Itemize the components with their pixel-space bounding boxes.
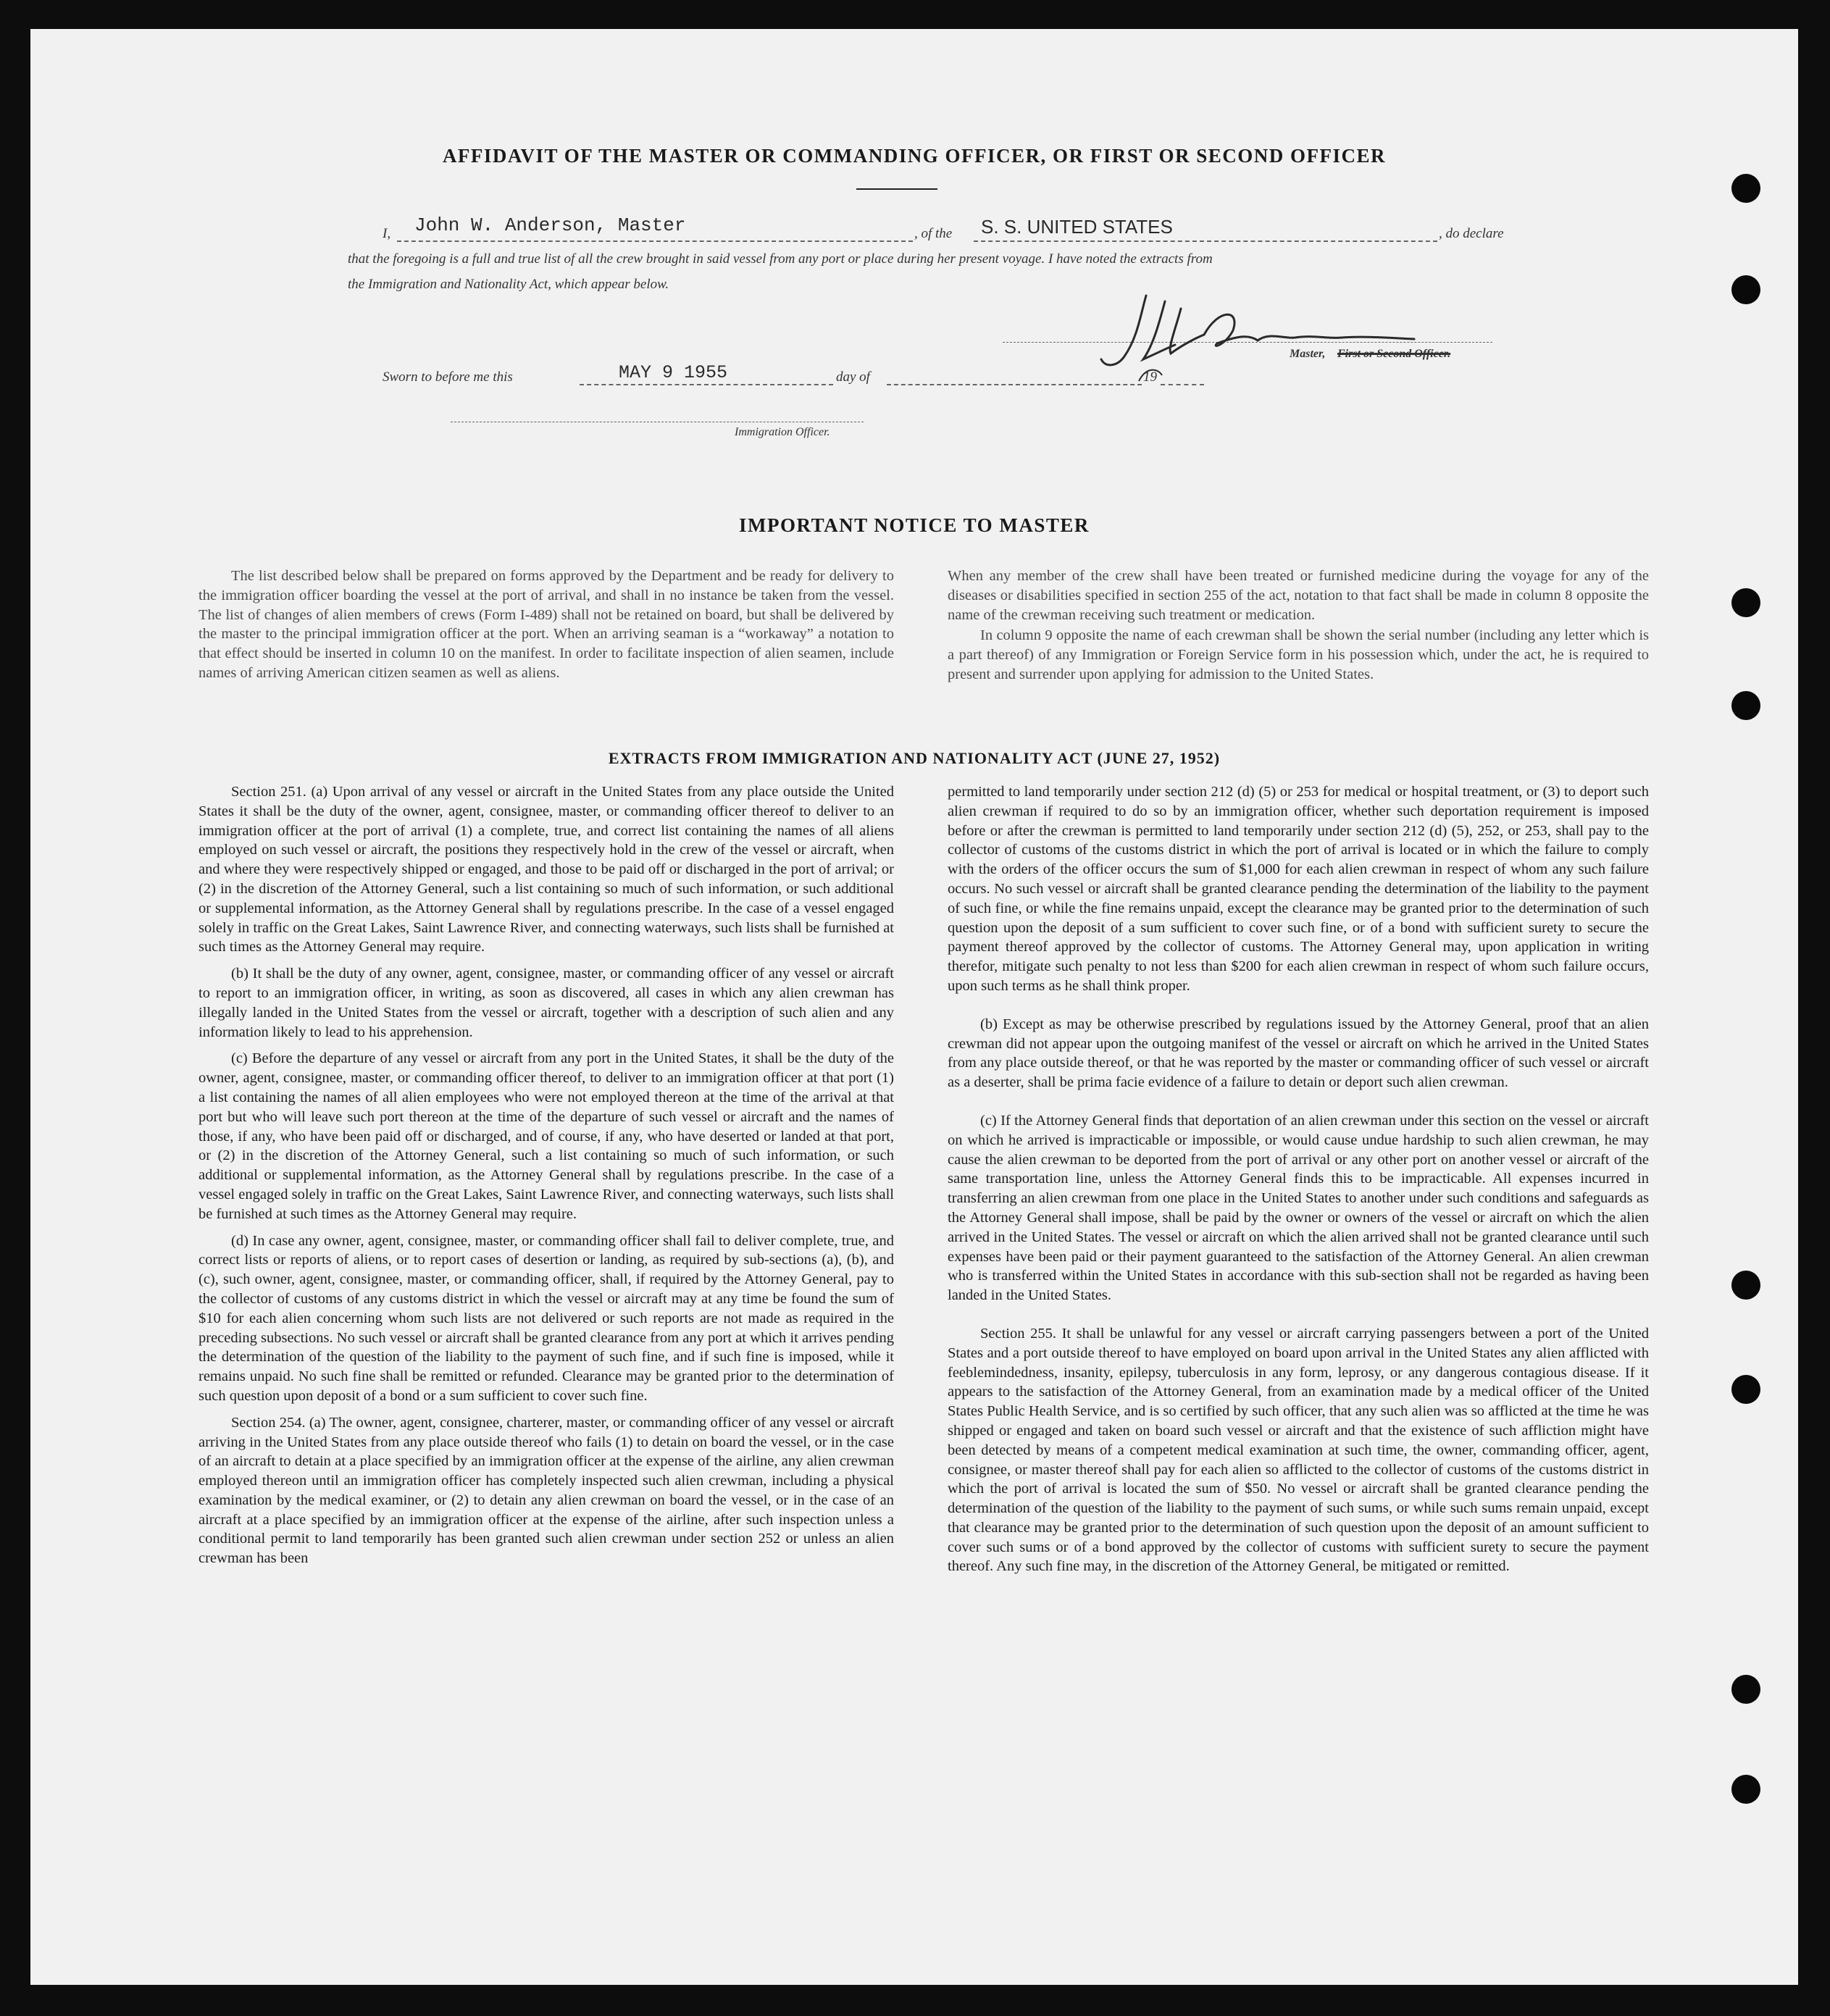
notice-left-column xyxy=(199,566,894,690)
immigration-officer-label: Immigration Officer. xyxy=(735,426,830,438)
day-of-label: day of xyxy=(836,369,870,385)
notice-right-text-1: When any member of the crew shall have been treated or furnished medicine during the voyage for any of the diseases or disabilities specified in section 255 of the act, notation to that fact shall be made in column 8 opposite the name of the crewman receiving such treatment or medication. xyxy=(948,568,1649,623)
punch-hole xyxy=(1731,1375,1760,1404)
section-254a-continued: permitted to land temporarily under section 212 (d) (5) or 253 for medical or hospital treatment, or (3) to deport such alien crewman if required to do so by an immigration officer, whether such deportation requirement is imposed before or after the crewman is permitted to land temporarily under section 212 (d) (5), 252, or 253, shall pay to the collector of customs of the customs district in which the port of arrival is located or in which the failure to comply with the orders of the officer occurs the sum of $1,000 for each alien crewman in respect of whom any such failure occurs. No such vessel or aircraft shall be granted clearance pending the determination of the liability to the payment of such fine, or while the fine remains unpaid, except the clearance may be granted prior to the determination of such question upon the deposit of a sum sufficient to cover such fine, or of a bond with sufficient surety to secure the payment thereof approved by the collector of customs. The Attorney General may, upon application in writing therefor, mitigate such penalty to not less than $200 for each alien crewman in respect of whom such failure occurs, upon such terms as he shall think proper. xyxy=(948,784,1649,994)
prefix-i: I, xyxy=(383,226,391,241)
declaration-line-3: the Immigration and Nationality Act, which appear below. xyxy=(348,277,669,292)
vessel-line xyxy=(974,241,1437,242)
struck-officer-label: First or Second Officer. xyxy=(1337,348,1451,360)
section-255: Section 255. It shall be unlawful for any vessel or aircraft carrying passengers between a port of the United States and a port outside thereof to have employed on board upon arrival in the United States any alien afflicted with feeblemindedness, insanity, epilepsy, tuberculosis in any form, leprosy, or any dangerous contagious disease. If it appears to the satisfaction of the Attorney General, from an examination made by a medical officer of the United States Public Health Service, and is so certified by such officer, that any such alien was so afflicted at the time he was shipped or engaged and taken on board such vessel or aircraft and that the existence of such affliction might have been detected by means of a competent medical examination at such time, the owner, commanding officer, agent, consignee, or master thereof shall pay for each alien so afflicted to the collector of customs of the customs district in which the port of arrival is located the sum of $50. No vessel or aircraft shall be granted clearance pending the determination of the question of the liability to the payment of such sums, or while such sums remain unpaid, except that clearance may be granted prior to the determination of such question upon the deposit of an amount sufficient to cover such sums or of a bond approved by the collector of customs with sufficient surety to secure the payment thereof. Any such fine may, in the discretion of the Attorney General, be mitigated or remitted. xyxy=(948,1325,1649,1575)
master-name-value: John W. Anderson, Master xyxy=(414,214,686,236)
title-rule xyxy=(856,188,937,190)
section-254a: Section 254. (a) The owner, agent, consignee, charterer, master, or commanding officer of any vessel or aircraft arriving in the United States from any place outside thereof who fails (1) to detain on board the vessel, or in the case of an aircraft to detain at a place specified by an immigration officer at the expense of the airline, any alien crewman employed thereon until an immigration officer has completely inspected such alien crewman, including a physical examination by the medical examiner, or (2) to detain any alien crewman on board the vessel, or in the case of an aircraft at a place specified by an immigration officer at the expense of the airline, after such inspection unless a conditional permit to land temporarily has been granted such alien crewman under section 252 or unless an alien crewman has been xyxy=(199,1414,894,1567)
year-line xyxy=(1161,384,1204,385)
of-the-label: , of the xyxy=(914,226,953,241)
notice-right-text-2: In column 9 opposite the name of each crewman shall be shown the serial number (including any letter which is a part thereof) of any Immigration or Foreign Service form in his possession which, under the act, he is required to present and surrender upon applying for admission to the United States. xyxy=(948,627,1649,682)
sworn-prefix: Sworn to before me this xyxy=(383,369,513,385)
section-251a: Section 251. (a) Upon arrival of any vessel or aircraft in the United States from any place outside the United States it shall be the duty of the owner, agent, consignee, master, or commanding officer thereof to deliver to an immigration officer at the port of arrival (1) a complete, true, and correct list containing the names of all aliens employed on such vessel or aircraft, the positions they respectively hold in the crew of the vessel or aircraft, when and where they were respectively shipped or engaged, and those to be paid off or discharged in the port of arrival; or (2) in the discretion of the Attorney General, such a list containing so much of such information, or such additional or supplemental information, as the Attorney General shall by regulations prescribe. In the case of a vessel engaged solely in traffic on the Great Lakes, Saint Lawrence River, and connecting waterways, such lists shall be furnished at such times as the Attorney General may require. xyxy=(199,784,894,955)
extracts-right-column xyxy=(948,782,1649,1584)
month-line xyxy=(887,384,1142,385)
punch-hole xyxy=(1731,275,1760,304)
section-254c: (c) If the Attorney General finds that deportation of an alien crewman under this section on the vessel or aircraft on which he arrived is impracticable or impossible, or would cause undue hardship to such alien crewman, he may cause the alien crewman to be deported from the port of arrival or any other port on another vessel or aircraft of the same transportation line, unless the Attorney General finds this to be impracticable. All expenses incurred in transferring an alien crewman from one place in the United States to another under such conditions and safeguards as the Attorney General shall impose, shall be paid by the owner or owners of the vessel or aircraft on which the alien arrived in the United States. The vessel or aircraft on which the alien arrived shall not be granted clearance until such expenses have been paid or their payment guaranteed to the satisfaction of the Attorney General. An alien crewman who is transferred within the United States in accordance with this sub-section shall not be regarded as having been landed in the United States. xyxy=(948,1112,1649,1304)
master-label: Master, xyxy=(1290,348,1326,360)
vessel-name-value: S. S. UNITED STATES xyxy=(981,216,1173,238)
document-page xyxy=(30,29,1798,1985)
sworn-date-value: MAY 9 1955 xyxy=(619,362,728,383)
extracts-title: EXTRACTS FROM IMMIGRATION AND NATIONALITY ACT (JUNE 27, 1952) xyxy=(608,749,1221,767)
declaration-line-2: that the foregoing is a full and true list of all the crew brought in said vessel from any port or place during her present voyage. I have noted the extracts from xyxy=(348,251,1213,267)
section-251b: (b) It shall be the duty of any owner, agent, consignee, master, or commanding officer of any vessel or aircraft to report to an immigration officer, in writing, as soon as discovered, all cases in which any alien crewman has illegally landed in the United States from the vessel or aircraft, together with a description of such alien and any information likely to lead to his apprehension. xyxy=(199,966,894,1040)
punch-hole xyxy=(1731,174,1760,203)
punch-hole xyxy=(1731,1271,1760,1300)
notice-title: IMPORTANT NOTICE TO MASTER xyxy=(739,514,1090,536)
punch-hole xyxy=(1731,691,1760,720)
year-prefix: 19 xyxy=(1143,369,1157,385)
do-declare-label: , do declare xyxy=(1439,226,1504,241)
name-line xyxy=(397,241,913,242)
notice-right-column xyxy=(948,566,1649,692)
section-251c: (c) Before the departure of any vessel or aircraft from any port in the United States, it shall be the duty of the owner, agent, consignee, master, or commanding officer thereof, to deliver to an immigration officer at that port (1) a list containing the names of all alien employees who were not employed thereon at the time of the arrival at that port but who will leave such port thereon at the time of the departure of such vessel or aircraft and the names of those, if any, who have been paid off or discharged, and of course, if any, who have deserted or landed at that port, or (2) in the discretion of the Attorney General, such a list containing so much of such information, or such additional or supplemental information, as the Attorney General shall by regulations prescribe. In the case of a vessel engaged solely in traffic on the Great Lakes, Saint Lawrence River, and connecting waterways, such lists shall be furnished at such times as the Attorney General may require. xyxy=(199,1050,894,1222)
affidavit-title: AFFIDAVIT OF THE MASTER OR COMMANDING OFFICER, OR FIRST OR SECOND OFFICER xyxy=(442,145,1387,167)
extracts-left-column xyxy=(199,782,894,1576)
section-251d: (d) In case any owner, agent, consignee, master, or commanding officer shall fail to deliver complete, true, and correct lists or reports of aliens, or to report cases of desertion or landing, as required by sub-sections (a), (b), and (c), such owner, agent, consignee, master, or commanding officer, shall, if required by the Attorney General, pay to the collector of customs of any customs district in which the vessel or aircraft may at any time be found the sum of $10 for each alien concerning whom such lists are not delivered or such reports are not made as required in the preceding subsections. No such vessel or aircraft shall be granted clearance from any port at which it arrives pending the determination of the question of the liability to the payment of such fine, and if such fine is imposed, while it remains unpaid. No such fine shall be remitted or refunded. Clearance may be granted prior to the determination of such question upon deposit of a bond or a sum sufficient to cover such fine. xyxy=(199,1232,894,1404)
punch-hole xyxy=(1731,1775,1760,1804)
sworn-date-line xyxy=(580,384,833,385)
punch-hole xyxy=(1731,1675,1760,1704)
section-254b: (b) Except as may be otherwise prescribed by regulations issued by the Attorney General, proof that an alien crewman did not appear upon the outgoing manifest of the vessel or aircraft on which he arrived in the United States from any place outside thereof, or that he was reported by the master or commanding officer of such vessel or aircraft as a deserter, shall be prima facie evidence of a failure to detain or deport such alien crewman. xyxy=(948,1016,1649,1091)
notice-left-text: The list described below shall be prepared on forms approved by the Department and be ready for delivery to the immigration officer boarding the vessel at the port of arrival, and shall in no instance be taken from the vessel. The list of changes of alien members of crews (Form I-489) shall not be retained on board, but shall be delivered by the master to the principal immigration officer at the port. When an arriving seaman is a “workaway” a notation to that effect should be inserted in column 10 on the manifest. In order to facilitate inspection of alien seamen, include names of arriving American citizen seamen as well as aliens. xyxy=(199,568,894,681)
punch-hole xyxy=(1731,588,1760,617)
